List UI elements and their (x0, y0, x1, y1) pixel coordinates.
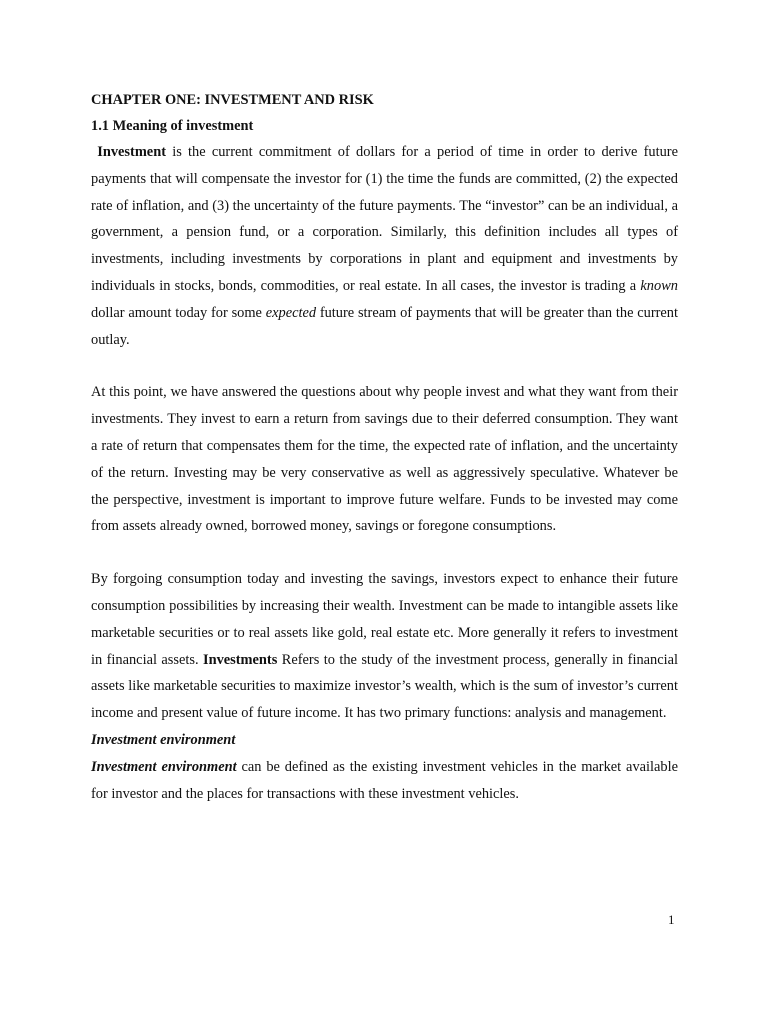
paragraph-text: Refers to the study of the investment process, generally in financial assets like marketable securities to maximize investor’s wealth, which is the sum of investor’s current income and present value of future income. It has two primary functions: analysis and management. (91, 651, 678, 722)
paragraph-investment-environment (91, 754, 678, 808)
term-investment: Investment (97, 144, 166, 160)
paragraph-text: is the current commitment of dollars for a period of time in order to derive future payments that will compensate the investor for (1) the time the funds are committed, (2) the expected rate of inflation, and (3) the uncertainty of the future payments. The “investor” can be an individual, a government, a pension fund, or a corporation. Similarly, this definition includes all types of investments, including investments by corporations in plant and equipment and investments by individuals in stocks, bonds, commodities, or real estate. In all cases, the investor is trading a (91, 144, 678, 294)
paragraph-text: can be defined as the existing investment vehicles in the market available for investor and the places for transactions with these investment vehicles. (91, 758, 678, 802)
term-investment-environment: Investment environment (91, 758, 237, 775)
term-investments: Investments (202, 651, 278, 668)
paragraph-investment-definition (91, 139, 678, 353)
paragraph-text: By forgoing consumption today and investing the savings, investors expect to enhance their future consumption possibilities by increasing their wealth. Investment can be made to intangible assets like marketable securities or to real assets like gold, real estate etc. More generally it refers to investment in financial assets. (91, 571, 678, 668)
paragraph-text: future stream of payments that will be greater than the current outlay. (91, 304, 678, 348)
paragraph-gap (91, 540, 678, 566)
subheading-investment-environment: Investment environment (91, 731, 236, 748)
paragraph-gap (91, 353, 678, 379)
emphasis-expected: expected (265, 304, 317, 321)
document-page (91, 90, 678, 807)
emphasis-known: known (640, 277, 678, 294)
paragraph-text: dollar amount today for some (91, 304, 266, 321)
page-number: 1 (668, 912, 675, 927)
paragraph-why-invest: At this point, we have answered the questions about why people invest and what they want from their investments. They invest to earn a return from savings due to their deferred consumption. They want a rate of return that compensates them for the time, the expected rate of inflation, and the uncertainty of the return. Investing may be very conservative as well as aggressively speculative. Whatever be the perspective, investment is important to improve future welfare. Funds to be invested may come from assets already owned, borrowed money, savings or foregone consumptions. (91, 384, 678, 535)
paragraph-forgoing-consumption (91, 566, 678, 727)
chapter-title: CHAPTER ONE: INVESTMENT AND RISK (91, 92, 374, 108)
section-title: 1.1 Meaning of investment (91, 118, 254, 134)
